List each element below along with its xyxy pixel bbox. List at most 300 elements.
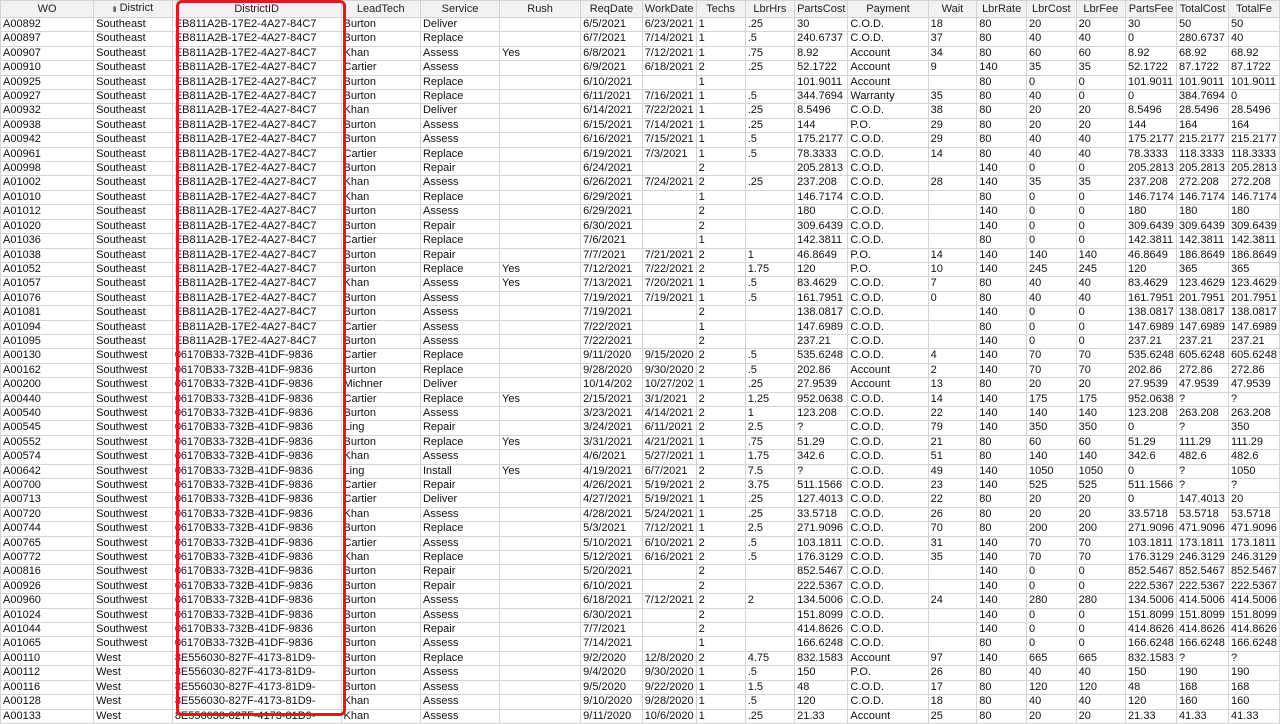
cell-partscost[interactable]: 83.4629 xyxy=(795,277,848,291)
cell-payment[interactable]: C.O.D. xyxy=(848,579,928,593)
cell-totalcost[interactable]: 482.6 xyxy=(1177,450,1229,464)
cell-rush[interactable] xyxy=(500,695,581,709)
cell-payment[interactable]: C.O.D. xyxy=(848,392,928,406)
cell-wo[interactable]: A00892 xyxy=(1,18,94,32)
cell-rush[interactable] xyxy=(500,637,581,651)
cell-districtid[interactable]: 06170B33-732B-41DF-9836 xyxy=(172,551,341,565)
cell-lbrfee[interactable]: 175 xyxy=(1076,392,1125,406)
cell-partsfee[interactable]: 151.8099 xyxy=(1126,608,1177,622)
cell-district[interactable]: West xyxy=(94,666,173,680)
cell-wait[interactable]: 14 xyxy=(928,392,977,406)
cell-lbrcost[interactable]: 20 xyxy=(1026,378,1076,392)
cell-lbrfee[interactable]: 0 xyxy=(1076,320,1125,334)
cell-districtid[interactable]: EB811A2B-17E2-4A27-84C7 xyxy=(172,262,341,276)
cell-techs[interactable]: 1 xyxy=(696,507,745,521)
cell-reqdate[interactable]: 6/9/2021 xyxy=(581,61,643,75)
cell-leadtech[interactable]: Burton xyxy=(341,306,420,320)
cell-lbrcost[interactable]: 200 xyxy=(1026,522,1076,536)
cell-lbrrate[interactable]: 140 xyxy=(977,219,1027,233)
cell-totalfe[interactable]: 186.8649 xyxy=(1228,248,1279,262)
cell-lbrcost[interactable]: 40 xyxy=(1026,32,1076,46)
cell-partscost[interactable]: 33.5718 xyxy=(795,507,848,521)
cell-partscost[interactable]: 166.6248 xyxy=(795,637,848,651)
cell-reqdate[interactable]: 6/30/2021 xyxy=(581,219,643,233)
cell-districtid[interactable]: 06170B33-732B-41DF-9836 xyxy=(172,479,341,493)
cell-leadtech[interactable]: Burton xyxy=(341,522,420,536)
cell-payment[interactable]: C.O.D. xyxy=(848,680,928,694)
cell-rush[interactable] xyxy=(500,291,581,305)
cell-rush[interactable] xyxy=(500,363,581,377)
cell-lbrcost[interactable]: 20 xyxy=(1026,104,1076,118)
cell-district[interactable]: Southeast xyxy=(94,176,173,190)
cell-service[interactable]: Repair xyxy=(420,565,499,579)
cell-payment[interactable]: C.O.D. xyxy=(848,18,928,32)
cell-workdate[interactable]: 5/19/2021 xyxy=(642,493,696,507)
cell-reqdate[interactable]: 5/20/2021 xyxy=(581,565,643,579)
cell-districtid[interactable]: 06170B33-732B-41DF-9836 xyxy=(172,392,341,406)
cell-partscost[interactable]: 222.5367 xyxy=(795,579,848,593)
cell-rush[interactable] xyxy=(500,551,581,565)
cell-wait[interactable]: 31 xyxy=(928,536,977,550)
cell-leadtech[interactable]: Cartier xyxy=(341,479,420,493)
cell-leadtech[interactable]: Burton xyxy=(341,637,420,651)
cell-wait[interactable] xyxy=(928,320,977,334)
cell-techs[interactable]: 1 xyxy=(696,32,745,46)
cell-partsfee[interactable]: 176.3129 xyxy=(1126,551,1177,565)
cell-lbrfee[interactable]: 40 xyxy=(1076,695,1125,709)
cell-totalfe[interactable]: 47.9539 xyxy=(1228,378,1279,392)
cell-techs[interactable]: 2 xyxy=(696,479,745,493)
cell-payment[interactable]: C.O.D. xyxy=(848,479,928,493)
cell-techs[interactable]: 2 xyxy=(696,262,745,276)
cell-partscost[interactable]: 161.7951 xyxy=(795,291,848,305)
cell-techs[interactable]: 2 xyxy=(696,248,745,262)
cell-totalfe[interactable]: 20 xyxy=(1228,493,1279,507)
cell-lbrrate[interactable]: 80 xyxy=(977,234,1027,248)
cell-workdate[interactable] xyxy=(642,320,696,334)
cell-lbrfee[interactable]: 0 xyxy=(1076,637,1125,651)
cell-lbrhrs[interactable]: 1 xyxy=(745,248,794,262)
cell-payment[interactable]: C.O.D. xyxy=(848,594,928,608)
cell-totalfe[interactable]: 350 xyxy=(1228,421,1279,435)
cell-districtid[interactable]: 06170B33-732B-41DF-9836 xyxy=(172,450,341,464)
cell-payment[interactable]: Account xyxy=(848,709,928,723)
cell-districtid[interactable]: 8E556030-827F-4173-81D9- xyxy=(172,651,341,665)
cell-lbrhrs[interactable]: 1.25 xyxy=(745,392,794,406)
cell-lbrhrs[interactable]: .5 xyxy=(745,32,794,46)
cell-wait[interactable]: 35 xyxy=(928,551,977,565)
cell-totalcost[interactable]: 215.2177 xyxy=(1177,133,1229,147)
cell-techs[interactable]: 1 xyxy=(696,147,745,161)
cell-lbrrate[interactable]: 80 xyxy=(977,522,1027,536)
cell-lbrfee[interactable]: 0 xyxy=(1076,75,1125,89)
cell-wait[interactable]: 49 xyxy=(928,464,977,478)
cell-payment[interactable]: P.O. xyxy=(848,118,928,132)
cell-reqdate[interactable]: 6/8/2021 xyxy=(581,46,643,60)
cell-techs[interactable]: 1 xyxy=(696,666,745,680)
cell-district[interactable]: Southwest xyxy=(94,450,173,464)
cell-leadtech[interactable]: Burton xyxy=(341,32,420,46)
cell-wait[interactable]: 23 xyxy=(928,479,977,493)
cell-district[interactable]: Southeast xyxy=(94,334,173,348)
cell-techs[interactable]: 2 xyxy=(696,565,745,579)
cell-wo[interactable]: A00700 xyxy=(1,479,94,493)
cell-leadtech[interactable]: Khan xyxy=(341,507,420,521)
column-header-rush[interactable] xyxy=(500,1,581,18)
cell-lbrcost[interactable]: 120 xyxy=(1026,680,1076,694)
cell-workdate[interactable] xyxy=(642,306,696,320)
cell-lbrcost[interactable]: 70 xyxy=(1026,536,1076,550)
cell-lbrfee[interactable]: 0 xyxy=(1076,162,1125,176)
cell-service[interactable]: Deliver xyxy=(420,378,499,392)
cell-district[interactable]: West xyxy=(94,695,173,709)
cell-district[interactable]: Southeast xyxy=(94,133,173,147)
cell-totalfe[interactable]: 160 xyxy=(1228,695,1279,709)
cell-lbrcost[interactable]: 0 xyxy=(1026,190,1076,204)
cell-reqdate[interactable]: 6/19/2021 xyxy=(581,147,643,161)
cell-leadtech[interactable]: Burton xyxy=(341,133,420,147)
cell-partscost[interactable]: 176.3129 xyxy=(795,551,848,565)
cell-totalcost[interactable]: 205.2813 xyxy=(1177,162,1229,176)
cell-partsfee[interactable]: 51.29 xyxy=(1126,435,1177,449)
cell-lbrfee[interactable]: 245 xyxy=(1076,262,1125,276)
cell-reqdate[interactable]: 9/2/2020 xyxy=(581,651,643,665)
cell-districtid[interactable]: 06170B33-732B-41DF-9836 xyxy=(172,363,341,377)
cell-lbrhrs[interactable] xyxy=(745,306,794,320)
cell-partscost[interactable]: 147.6989 xyxy=(795,320,848,334)
cell-district[interactable]: Southwest xyxy=(94,551,173,565)
cell-wait[interactable]: 7 xyxy=(928,277,977,291)
cell-lbrcost[interactable]: 20 xyxy=(1026,507,1076,521)
cell-techs[interactable]: 2 xyxy=(696,205,745,219)
cell-totalfe[interactable]: 147.6989 xyxy=(1228,320,1279,334)
cell-districtid[interactable]: EB811A2B-17E2-4A27-84C7 xyxy=(172,291,341,305)
cell-lbrrate[interactable]: 140 xyxy=(977,536,1027,550)
column-header-wo[interactable] xyxy=(1,1,94,18)
cell-districtid[interactable]: 06170B33-732B-41DF-9836 xyxy=(172,565,341,579)
cell-partscost[interactable]: 103.1811 xyxy=(795,536,848,550)
cell-lbrcost[interactable]: 40 xyxy=(1026,291,1076,305)
cell-partscost[interactable]: 120 xyxy=(795,262,848,276)
cell-reqdate[interactable]: 7/19/2021 xyxy=(581,291,643,305)
cell-lbrrate[interactable]: 140 xyxy=(977,334,1027,348)
cell-lbrrate[interactable]: 140 xyxy=(977,421,1027,435)
cell-reqdate[interactable]: 7/7/2021 xyxy=(581,623,643,637)
cell-lbrhrs[interactable]: .5 xyxy=(745,90,794,104)
cell-partsfee[interactable]: 46.8649 xyxy=(1126,248,1177,262)
cell-totalcost[interactable]: 166.6248 xyxy=(1177,637,1229,651)
cell-totalcost[interactable]: 852.5467 xyxy=(1177,565,1229,579)
cell-service[interactable]: Assess xyxy=(420,118,499,132)
cell-totalfe[interactable]: 605.6248 xyxy=(1228,349,1279,363)
cell-partscost[interactable]: 237.208 xyxy=(795,176,848,190)
cell-leadtech[interactable]: Khan xyxy=(341,709,420,723)
cell-wait[interactable] xyxy=(928,75,977,89)
cell-techs[interactable]: 1 xyxy=(696,118,745,132)
cell-wo[interactable]: A01095 xyxy=(1,334,94,348)
cell-service[interactable]: Assess xyxy=(420,536,499,550)
cell-districtid[interactable]: EB811A2B-17E2-4A27-84C7 xyxy=(172,18,341,32)
column-header-lbrcost[interactable] xyxy=(1026,1,1076,18)
column-header-reqdate[interactable] xyxy=(581,1,643,18)
cell-lbrrate[interactable]: 140 xyxy=(977,565,1027,579)
cell-districtid[interactable]: 06170B33-732B-41DF-9836 xyxy=(172,507,341,521)
cell-wait[interactable] xyxy=(928,234,977,248)
cell-lbrrate[interactable]: 140 xyxy=(977,608,1027,622)
cell-lbrfee[interactable]: 0 xyxy=(1076,205,1125,219)
cell-district[interactable]: Southeast xyxy=(94,291,173,305)
cell-totalfe[interactable]: 0 xyxy=(1228,90,1279,104)
cell-wo[interactable]: A01076 xyxy=(1,291,94,305)
cell-partsfee[interactable]: 0 xyxy=(1126,421,1177,435)
cell-lbrrate[interactable]: 80 xyxy=(977,32,1027,46)
cell-payment[interactable]: Account xyxy=(848,378,928,392)
column-header-service[interactable] xyxy=(420,1,499,18)
cell-workdate[interactable] xyxy=(642,637,696,651)
cell-service[interactable]: Assess xyxy=(420,450,499,464)
cell-lbrfee[interactable]: 60 xyxy=(1076,46,1125,60)
cell-district[interactable]: Southwest xyxy=(94,579,173,593)
cell-district[interactable]: Southwest xyxy=(94,536,173,550)
cell-wait[interactable] xyxy=(928,334,977,348)
cell-reqdate[interactable]: 7/19/2021 xyxy=(581,306,643,320)
cell-lbrcost[interactable]: 40 xyxy=(1026,695,1076,709)
cell-partsfee[interactable]: 147.6989 xyxy=(1126,320,1177,334)
cell-service[interactable]: Assess xyxy=(420,507,499,521)
cell-totalfe[interactable]: 246.3129 xyxy=(1228,551,1279,565)
cell-wait[interactable]: 97 xyxy=(928,651,977,665)
cell-rush[interactable] xyxy=(500,680,581,694)
cell-partscost[interactable]: 134.5006 xyxy=(795,594,848,608)
cell-service[interactable]: Assess xyxy=(420,637,499,651)
cell-partsfee[interactable]: 83.4629 xyxy=(1126,277,1177,291)
cell-lbrhrs[interactable]: .25 xyxy=(745,176,794,190)
cell-lbrfee[interactable]: 200 xyxy=(1076,522,1125,536)
cell-district[interactable]: Southwest xyxy=(94,594,173,608)
cell-partsfee[interactable]: 832.1583 xyxy=(1126,651,1177,665)
cell-lbrfee[interactable]: 20 xyxy=(1076,104,1125,118)
cell-lbrcost[interactable]: 70 xyxy=(1026,349,1076,363)
cell-district[interactable]: Southeast xyxy=(94,118,173,132)
cell-districtid[interactable]: EB811A2B-17E2-4A27-84C7 xyxy=(172,277,341,291)
cell-partscost[interactable]: 8.92 xyxy=(795,46,848,60)
cell-district[interactable]: Southeast xyxy=(94,248,173,262)
cell-workdate[interactable]: 7/22/2021 xyxy=(642,104,696,118)
cell-districtid[interactable]: EB811A2B-17E2-4A27-84C7 xyxy=(172,75,341,89)
cell-service[interactable]: Replace xyxy=(420,392,499,406)
cell-lbrrate[interactable]: 80 xyxy=(977,147,1027,161)
cell-service[interactable]: Repair xyxy=(420,479,499,493)
cell-payment[interactable]: C.O.D. xyxy=(848,219,928,233)
cell-lbrhrs[interactable]: .5 xyxy=(745,536,794,550)
cell-partsfee[interactable]: 27.9539 xyxy=(1126,378,1177,392)
cell-payment[interactable]: C.O.D. xyxy=(848,162,928,176)
cell-lbrcost[interactable]: 0 xyxy=(1026,334,1076,348)
cell-totalcost[interactable]: 173.1811 xyxy=(1177,536,1229,550)
cell-lbrcost[interactable]: 0 xyxy=(1026,162,1076,176)
cell-lbrcost[interactable]: 0 xyxy=(1026,608,1076,622)
cell-totalfe[interactable]: 87.1722 xyxy=(1228,61,1279,75)
cell-leadtech[interactable]: Cartier xyxy=(341,536,420,550)
cell-payment[interactable]: Warranty xyxy=(848,90,928,104)
cell-lbrfee[interactable]: 20 xyxy=(1076,378,1125,392)
cell-wo[interactable]: A00574 xyxy=(1,450,94,464)
cell-totalfe[interactable]: 111.29 xyxy=(1228,435,1279,449)
cell-workdate[interactable]: 9/28/2020 xyxy=(642,695,696,709)
cell-reqdate[interactable]: 5/10/2021 xyxy=(581,536,643,550)
cell-districtid[interactable]: EB811A2B-17E2-4A27-84C7 xyxy=(172,176,341,190)
cell-lbrhrs[interactable]: .25 xyxy=(745,507,794,521)
cell-techs[interactable]: 1 xyxy=(696,234,745,248)
cell-lbrrate[interactable]: 140 xyxy=(977,623,1027,637)
cell-workdate[interactable]: 7/12/2021 xyxy=(642,594,696,608)
cell-district[interactable]: Southeast xyxy=(94,147,173,161)
cell-totalcost[interactable]: 111.29 xyxy=(1177,435,1229,449)
cell-payment[interactable]: C.O.D. xyxy=(848,450,928,464)
cell-workdate[interactable] xyxy=(642,234,696,248)
cell-lbrcost[interactable]: 0 xyxy=(1026,306,1076,320)
cell-totalcost[interactable]: 50 xyxy=(1177,18,1229,32)
cell-techs[interactable]: 2 xyxy=(696,363,745,377)
cell-techs[interactable]: 1 xyxy=(696,90,745,104)
cell-lbrhrs[interactable] xyxy=(745,637,794,651)
cell-wait[interactable]: 18 xyxy=(928,18,977,32)
cell-lbrfee[interactable]: 40 xyxy=(1076,666,1125,680)
cell-lbrrate[interactable]: 140 xyxy=(977,306,1027,320)
cell-wait[interactable]: 34 xyxy=(928,46,977,60)
cell-wo[interactable]: A01081 xyxy=(1,306,94,320)
cell-service[interactable]: Assess xyxy=(420,709,499,723)
cell-workdate[interactable]: 4/14/2021 xyxy=(642,406,696,420)
cell-wo[interactable]: A01020 xyxy=(1,219,94,233)
cell-rush[interactable] xyxy=(500,190,581,204)
cell-totalfe[interactable]: 263.208 xyxy=(1228,406,1279,420)
cell-service[interactable]: Replace xyxy=(420,651,499,665)
cell-partsfee[interactable]: 535.6248 xyxy=(1126,349,1177,363)
column-header-partsfee[interactable] xyxy=(1126,1,1177,18)
cell-rush[interactable] xyxy=(500,118,581,132)
cell-district[interactable]: Southwest xyxy=(94,623,173,637)
cell-wo[interactable]: A01052 xyxy=(1,262,94,276)
cell-wait[interactable]: 2 xyxy=(928,363,977,377)
cell-lbrfee[interactable]: 40 xyxy=(1076,291,1125,305)
cell-partsfee[interactable]: 309.6439 xyxy=(1126,219,1177,233)
cell-rush[interactable] xyxy=(500,349,581,363)
cell-districtid[interactable]: 06170B33-732B-41DF-9836 xyxy=(172,406,341,420)
cell-service[interactable]: Replace xyxy=(420,32,499,46)
cell-reqdate[interactable]: 6/10/2021 xyxy=(581,579,643,593)
cell-rush[interactable] xyxy=(500,378,581,392)
cell-partscost[interactable]: 180 xyxy=(795,205,848,219)
cell-districtid[interactable]: 06170B33-732B-41DF-9836 xyxy=(172,623,341,637)
cell-leadtech[interactable]: Burton xyxy=(341,651,420,665)
cell-service[interactable]: Assess xyxy=(420,277,499,291)
cell-lbrrate[interactable]: 80 xyxy=(977,104,1027,118)
cell-workdate[interactable] xyxy=(642,219,696,233)
cell-lbrcost[interactable]: 20 xyxy=(1026,118,1076,132)
cell-district[interactable]: Southwest xyxy=(94,464,173,478)
cell-rush[interactable]: Yes xyxy=(500,277,581,291)
cell-partscost[interactable]: 202.86 xyxy=(795,363,848,377)
cell-workdate[interactable]: 7/16/2021 xyxy=(642,90,696,104)
cell-techs[interactable]: 1 xyxy=(696,695,745,709)
cell-district[interactable]: Southeast xyxy=(94,205,173,219)
cell-district[interactable]: West xyxy=(94,709,173,723)
cell-wo[interactable]: A00744 xyxy=(1,522,94,536)
cell-rush[interactable] xyxy=(500,651,581,665)
cell-lbrcost[interactable]: 40 xyxy=(1026,90,1076,104)
cell-lbrfee[interactable]: 350 xyxy=(1076,421,1125,435)
cell-lbrrate[interactable]: 80 xyxy=(977,637,1027,651)
cell-wait[interactable] xyxy=(928,579,977,593)
cell-partsfee[interactable]: 150 xyxy=(1126,666,1177,680)
cell-districtid[interactable]: EB811A2B-17E2-4A27-84C7 xyxy=(172,248,341,262)
cell-reqdate[interactable]: 6/15/2021 xyxy=(581,118,643,132)
cell-lbrrate[interactable]: 140 xyxy=(977,363,1027,377)
cell-reqdate[interactable]: 6/29/2021 xyxy=(581,190,643,204)
cell-service[interactable]: Assess xyxy=(420,306,499,320)
cell-lbrrate[interactable]: 80 xyxy=(977,291,1027,305)
cell-lbrfee[interactable]: 35 xyxy=(1076,61,1125,75)
cell-workdate[interactable] xyxy=(642,334,696,348)
cell-lbrhrs[interactable]: .5 xyxy=(745,291,794,305)
cell-lbrhrs[interactable]: 2.5 xyxy=(745,421,794,435)
cell-service[interactable]: Assess xyxy=(420,680,499,694)
cell-lbrfee[interactable]: 70 xyxy=(1076,536,1125,550)
cell-lbrfee[interactable]: 0 xyxy=(1076,306,1125,320)
cell-lbrhrs[interactable]: .25 xyxy=(745,118,794,132)
cell-lbrfee[interactable]: 525 xyxy=(1076,479,1125,493)
cell-lbrhrs[interactable]: .5 xyxy=(745,133,794,147)
cell-districtid[interactable]: EB811A2B-17E2-4A27-84C7 xyxy=(172,46,341,60)
cell-totalcost[interactable]: ? xyxy=(1177,392,1229,406)
cell-service[interactable]: Replace xyxy=(420,90,499,104)
cell-techs[interactable]: 2 xyxy=(696,594,745,608)
cell-leadtech[interactable]: Khan xyxy=(341,277,420,291)
cell-techs[interactable]: 1 xyxy=(696,522,745,536)
cell-district[interactable]: Southeast xyxy=(94,75,173,89)
cell-workdate[interactable]: 7/19/2021 xyxy=(642,291,696,305)
cell-reqdate[interactable]: 7/6/2021 xyxy=(581,234,643,248)
cell-districtid[interactable]: 06170B33-732B-41DF-9836 xyxy=(172,522,341,536)
cell-partscost[interactable]: 271.9096 xyxy=(795,522,848,536)
cell-payment[interactable]: Account xyxy=(848,46,928,60)
cell-workdate[interactable]: 5/19/2021 xyxy=(642,479,696,493)
cell-partsfee[interactable]: 205.2813 xyxy=(1126,162,1177,176)
cell-district[interactable]: Southeast xyxy=(94,18,173,32)
cell-wait[interactable]: 24 xyxy=(928,594,977,608)
cell-payment[interactable]: C.O.D. xyxy=(848,623,928,637)
cell-lbrrate[interactable]: 140 xyxy=(977,464,1027,478)
cell-workdate[interactable]: 6/23/2021 xyxy=(642,18,696,32)
cell-wait[interactable] xyxy=(928,190,977,204)
cell-reqdate[interactable]: 6/29/2021 xyxy=(581,205,643,219)
cell-wait[interactable] xyxy=(928,608,977,622)
cell-partsfee[interactable]: 120 xyxy=(1126,695,1177,709)
cell-techs[interactable]: 2 xyxy=(696,334,745,348)
cell-payment[interactable]: C.O.D. xyxy=(848,522,928,536)
cell-partsfee[interactable]: 180 xyxy=(1126,205,1177,219)
cell-techs[interactable]: 1 xyxy=(696,493,745,507)
cell-techs[interactable]: 1 xyxy=(696,435,745,449)
column-header-wait[interactable] xyxy=(928,1,977,18)
cell-district[interactable]: West xyxy=(94,651,173,665)
cell-reqdate[interactable]: 6/14/2021 xyxy=(581,104,643,118)
cell-lbrfee[interactable]: 0 xyxy=(1076,219,1125,233)
cell-totalfe[interactable]: 68.92 xyxy=(1228,46,1279,60)
cell-lbrfee[interactable]: 140 xyxy=(1076,450,1125,464)
cell-totalcost[interactable]: 123.4629 xyxy=(1177,277,1229,291)
